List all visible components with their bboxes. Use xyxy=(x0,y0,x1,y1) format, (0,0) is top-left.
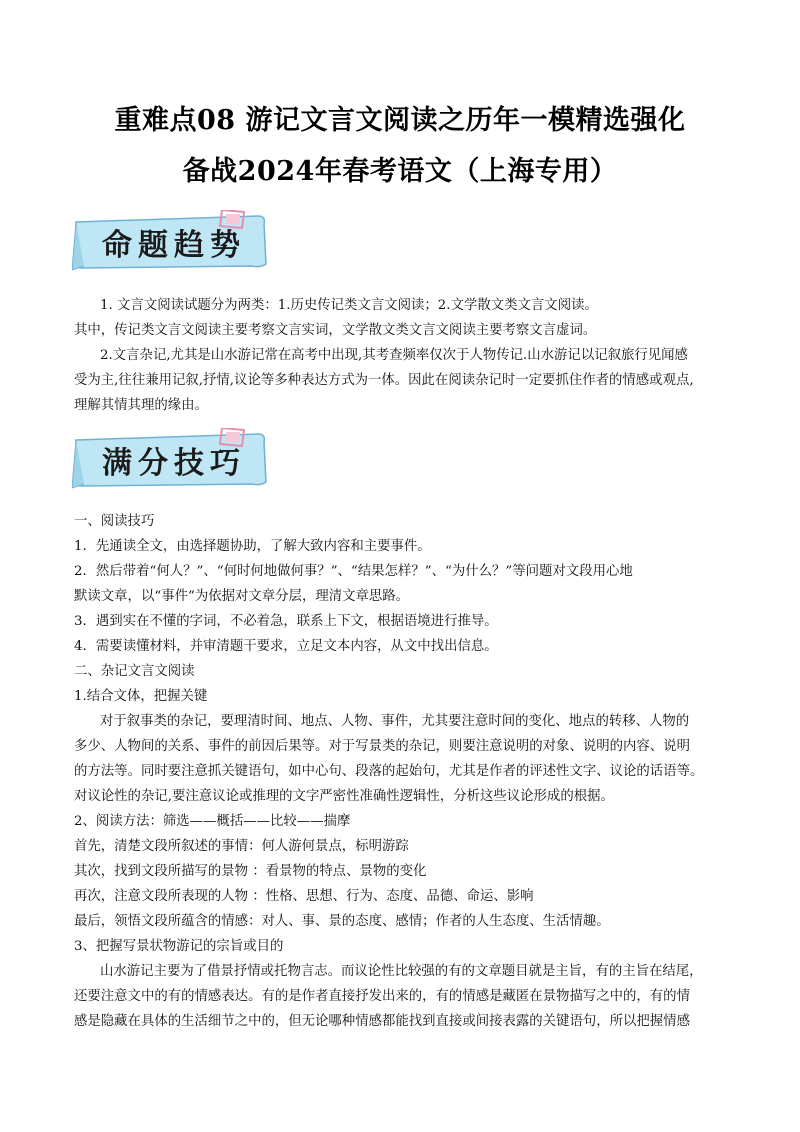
skills-line: 3．遇到实在不懂的字词，不必着急，联系上下文，根据语境进行推导。 xyxy=(74,614,498,629)
trend-paragraph-line: 理解其情其理的缘由。 xyxy=(74,398,208,413)
skills-line: 默读文章，以“事件”为依据对文章分层，理清文章思路。 xyxy=(74,589,410,604)
skills-line: 1．先通读全文，由选择题协助，了解大致内容和主要事件。 xyxy=(74,539,431,554)
skills-line: 最后，领悟文段所蕴含的情感：对人、事、景的态度、感情；作者的人生态度、生活情趣。 xyxy=(74,914,610,929)
skills-line: 一、阅读技巧 xyxy=(74,514,155,529)
trend-paragraph-line: 受为主,往往兼用记叙,抒情,议论等多种表达方式为一体。因此在阅读杂记时一定要抓住作者的情感或观点, xyxy=(74,373,694,388)
banner-label: 满分技巧 xyxy=(102,446,246,481)
skills-line: 对于叙事类的杂记，要理清时间、地点、人物、事件，尤其要注意时间的变化、地点的转移、人物的 xyxy=(100,714,690,729)
section-banner-skills xyxy=(72,428,272,490)
skills-line: 2、阅读方法：筛选——概括——比较——揣摩 xyxy=(74,814,351,829)
skills-line: 3、把握写景状物游记的宗旨或目的 xyxy=(74,939,284,954)
section-banner-trend xyxy=(72,210,272,272)
trend-paragraph-line: 1. 文言文阅读试题分为两类：1.历史传记类文言文阅读；2.文学散文类文言文阅读。 xyxy=(100,298,598,313)
document-title-line1: 重难点08 游记文言文阅读之历年一模精选强化 xyxy=(114,105,686,136)
skills-line: 2．然后带着“何人？”、“何时何地做何事？”、“结果怎样？”、“为什么？”等问题对文段用心地 xyxy=(74,564,633,579)
skills-line: 1.结合文体，把握关键 xyxy=(74,689,208,704)
skills-line: 感是隐藏在具体的生活细节之中的，但无论哪种情感都能找到直接或间接表露的关键语句，所以把握情感 xyxy=(74,1014,690,1029)
trend-paragraph-line: 其中，传记类文言文阅读主要考察文言实词，文学散文类文言文阅读主要考察文言虚词。 xyxy=(74,323,597,338)
skills-line: 首先，清楚文段所叙述的事情：何人游何景点，标明游踪 xyxy=(74,839,409,854)
skills-line: 再次，注意文段所表现的人物 ：性格、思想、行为、态度、品德、命运、影响 xyxy=(74,889,534,904)
document-title-line2: 备战2024年春考语文（上海专用） xyxy=(182,156,618,187)
skills-line: 多少、人物间的关系、事件的前因后果等。对于写景类的杂记，则要注意说明的对象、说明的内容、说明 xyxy=(74,739,690,754)
banner-label: 命题趋势 xyxy=(102,228,246,263)
skills-line: 对议论性的杂记,要注意议论或推理的文字严密性准确性逻辑性，分析这些议论形成的根据。 xyxy=(74,789,614,804)
skills-line: 4．需要读懂材料，并审清题干要求，立足文本内容，从文中找出信息。 xyxy=(74,639,498,654)
trend-paragraph-line: 2.文言杂记,尤其是山水游记常在高考中出现,其考查频率仅次于人物传记.山水游记以记叙旅行见闻感 xyxy=(100,348,688,363)
skills-line: 还要注意文中的有的情感表达。有的是作者直接抒发出来的，有的情感是藏匿在景物描写之中的，有的情 xyxy=(74,989,690,1004)
skills-line: 的方法等。同时要注意抓关键语句，如中心句、段落的起始句，尤其是作者的评述性文字、议论的话语等。 xyxy=(74,764,704,779)
skills-line: 其次，找到文段所描写的景物 ：看景物的特点、景物的变化 xyxy=(74,864,427,879)
skills-line: 山水游记主要为了借景抒情或托物言志。而议论性比较强的有的文章题目就是主旨，有的主旨在结尾， xyxy=(100,964,703,979)
skills-line: 二、杂记文言文阅读 xyxy=(74,664,195,679)
